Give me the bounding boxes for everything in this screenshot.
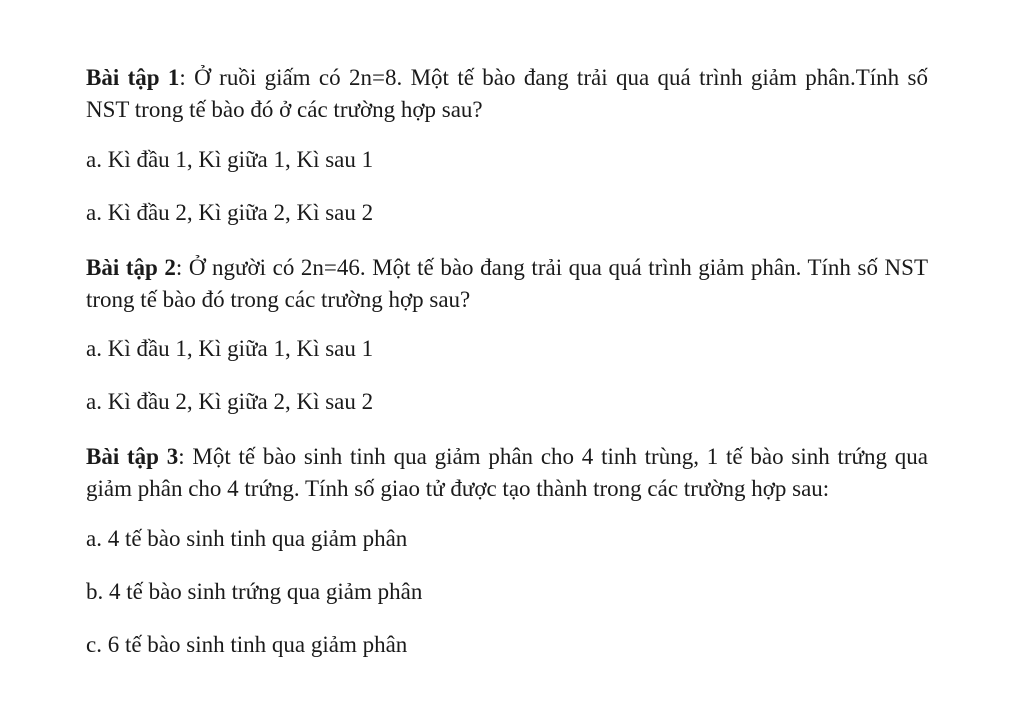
exercise-3-text: : Một tế bào sinh tinh qua giảm phân cho 4 tinh trùng, 1 tế bào sinh trứng qua giảm phân cho 4 trứng. Tính số giao tử được tạo thành trong các trường hợp sau:: [86, 444, 928, 501]
exercise-1-option-b: a. Kì đầu 2, Kì giữa 2, Kì sau 2: [86, 200, 374, 225]
exercise-1-option-a: a. Kì đầu 1, Kì giữa 1, Kì sau 1: [86, 147, 374, 172]
exercise-document: [86, 62, 928, 661]
exercise-3-option-b: b. 4 tế bào sinh trứng qua giảm phân: [86, 579, 423, 604]
exercise-2-text: : Ở người có 2n=46. Một tế bào đang trải qua quá trình giảm phân. Tính số NST trong tế bào đó trong các trường hợp sau?: [86, 255, 928, 312]
exercise-2-option-a: a. Kì đầu 1, Kì giữa 1, Kì sau 1: [86, 336, 374, 361]
exercise-2-option-b: a. Kì đầu 2, Kì giữa 2, Kì sau 2: [86, 389, 374, 414]
exercise-3-option-c: c. 6 tế bào sinh tinh qua giảm phân: [86, 632, 408, 657]
exercise-3-option-a: a. 4 tế bào sinh tinh qua giảm phân: [86, 526, 408, 551]
exercise-3-label: Bài tập 3: [86, 444, 179, 469]
exercise-1-text: : Ở ruồi giấm có 2n=8. Một tế bào đang trải qua quá trình giảm phân.Tính số NST trong tế bào đó ở các trường hợp sau?: [86, 65, 928, 122]
exercise-2-label: Bài tập 2: [86, 255, 176, 280]
exercise-1-label: Bài tập 1: [86, 65, 180, 90]
exercise-1-question: [86, 62, 928, 126]
exercise-3-question: [86, 441, 928, 505]
exercise-2-question: [86, 252, 928, 316]
